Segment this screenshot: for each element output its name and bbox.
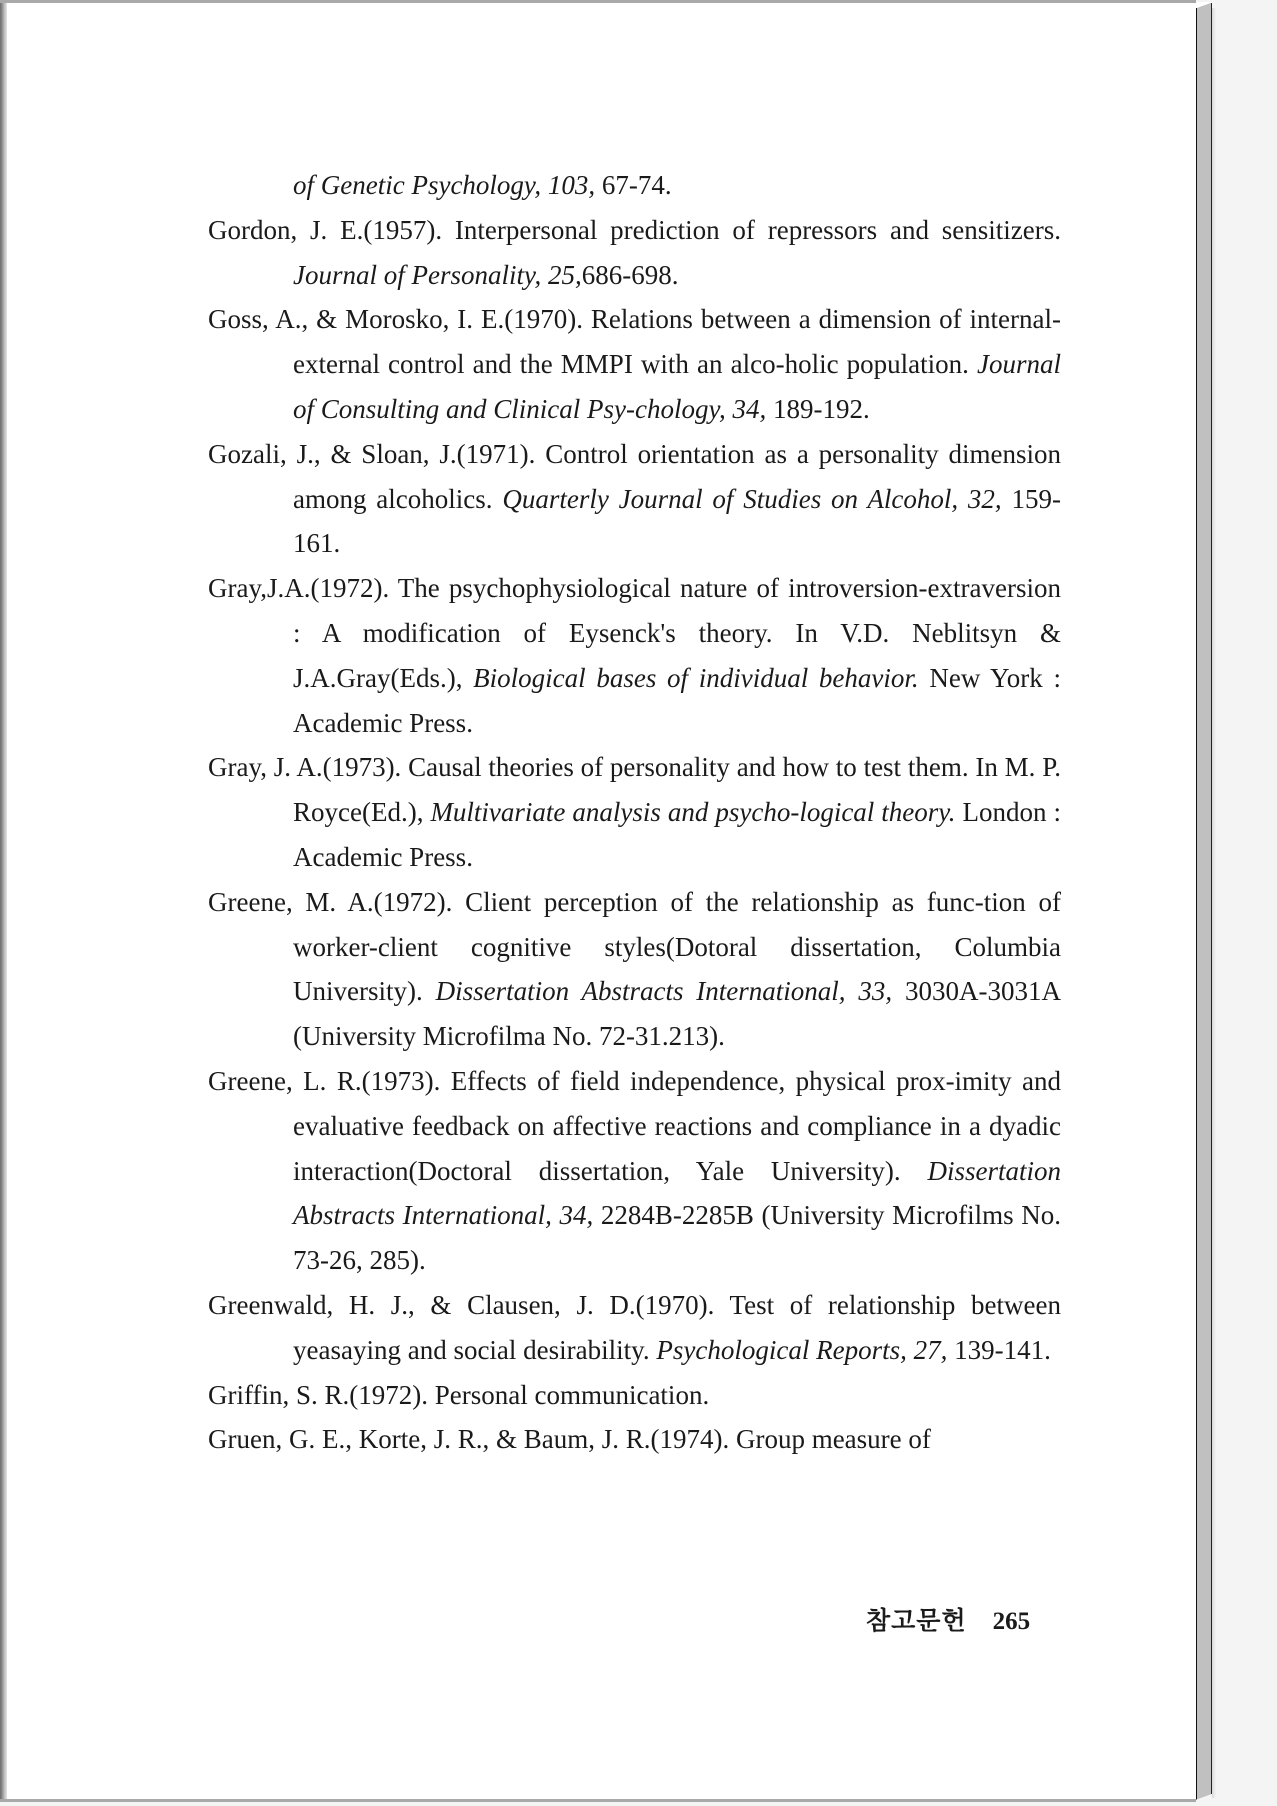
reference-italic: of Genetic Psychology, 103,	[293, 170, 596, 200]
reference-text: 189-192.	[766, 393, 870, 424]
reference-text: Gozali, J., & Sloan, J.(1971). Control orientation as a personality dimension among alcoholics.	[208, 438, 1061, 514]
reference-text: Griffin, S. R.(1972). Personal communication.	[208, 1379, 710, 1410]
reference-entry	[208, 297, 1061, 431]
reference-entry	[208, 880, 1061, 1059]
reference-text: Greene, M. A.(1972). Client perception of the relationship as func-tion of worker-client cognitive styles(Dotoral dissertation, Columbia University).	[208, 886, 1061, 1007]
reference-text: 159-161.	[293, 483, 1061, 559]
spine-shadow	[1212, 8, 1216, 1798]
section-title: 참고문헌	[866, 1606, 967, 1635]
reference-entry	[208, 566, 1061, 745]
reference-entry	[208, 1417, 1061, 1462]
reference-italic: Psychological Reports, 27,	[656, 1334, 948, 1365]
reference-text: London : Academic Press.	[293, 797, 1062, 872]
reference-text: Gruen, G. E., Korte, J. R., & Baum, J. R.(1974). Group measure of	[208, 1424, 931, 1455]
reference-text: New York : Academic Press.	[293, 662, 1061, 738]
reference-italic: Dissertation Abstracts International, 33,	[435, 976, 893, 1007]
reference-text: Greene, L. R.(1973). Effects of field independence, physical prox-imity and evaluative feedback on affective reactions and compliance in a dyadic interaction(Doctoral dissertation, Yale University).	[208, 1065, 1061, 1186]
reference-entry	[208, 432, 1061, 566]
reference-text: 686-698.	[581, 259, 679, 290]
reference-entry	[208, 745, 1061, 879]
reference-italic: Journal of Consulting and Clinical Psy-chology, 34,	[293, 349, 1061, 424]
reference-entry	[208, 1059, 1061, 1283]
page-number: 265	[992, 1608, 1031, 1635]
book-spine-edge	[1196, 3, 1212, 1800]
reference-entry	[208, 163, 1061, 208]
reference-entry	[208, 208, 1061, 298]
reference-text: 67-74.	[595, 170, 672, 200]
spine-top-bevel	[1196, 2, 1212, 10]
reference-list	[208, 163, 1061, 1462]
reference-text: Gordon, J. E.(1957). Interpersonal prediction of repressors and sensitizers.	[208, 214, 1061, 245]
reference-italic: Journal of Personality, 25,	[293, 259, 582, 290]
reference-text: Goss, A., & Morosko, I. E.(1970). Relations between a dimension of internal-external control and the MMPI with an alco-holic population.	[208, 304, 1061, 380]
reference-entry	[208, 1283, 1061, 1373]
reference-text: 2284B-2285B (University Microfilms No. 73-26, 285).	[293, 1200, 1061, 1276]
reference-text: Gray, J. A.(1973). Causal theories of personality and how to test them. In M. P. Royce(Ed.),	[208, 752, 1061, 828]
page-footer	[866, 1601, 1030, 1637]
reference-italic: Quarterly Journal of Studies on Alcohol, 32,	[502, 483, 1002, 514]
page-left-edge	[0, 3, 7, 1799]
reference-italic: Biological bases of individual behavior.	[473, 662, 919, 693]
reference-italic: Dissertation Abstracts International, 34,	[293, 1155, 1061, 1231]
spine-bottom-bevel	[1196, 1790, 1212, 1802]
reference-text: 139-141.	[947, 1334, 1051, 1365]
reference-text: 3030A-3031A (University Microfilma No. 72-31.213).	[293, 976, 1061, 1052]
reference-italic: Multivariate analysis and psycho-logical theory.	[430, 797, 956, 828]
reference-text: Gray,J.A.(1972). The psychophysiological nature of introversion-extraversion : A modification of Eysenck's theory. In V.D. Neblitsyn & J.A.Gray(Eds.),	[208, 573, 1061, 693]
reference-text: Greenwald, H. J., & Clausen, J. D.(1970). Test of relationship between yeasaying and social desirability.	[208, 1289, 1061, 1365]
reference-entry	[208, 1373, 1061, 1418]
